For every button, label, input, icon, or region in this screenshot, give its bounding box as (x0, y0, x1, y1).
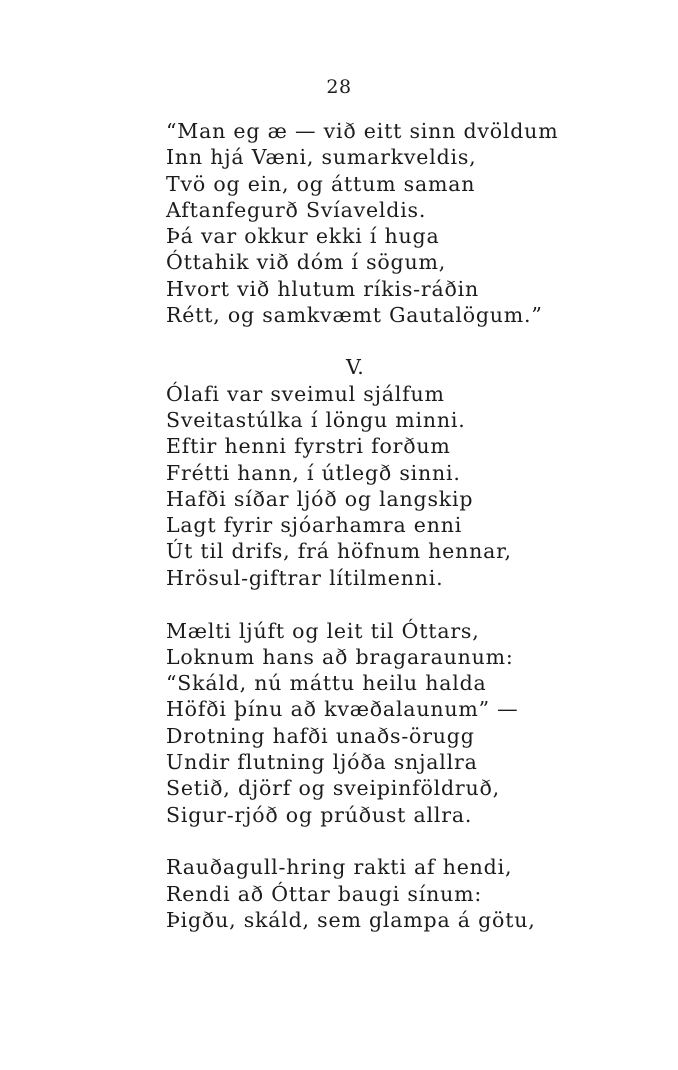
poem-line: Út til drifs, frá höfnum hennar, (166, 539, 512, 564)
poem-line: Frétti hann, í útlegð sinni. (166, 460, 461, 485)
poem-line: Hafði síðar ljóð og langskip (166, 486, 474, 511)
poem-line: Rauðagull-hring rakti af hendi, (166, 855, 513, 880)
poem-text (166, 118, 646, 933)
poem-line: “Man eg æ — við eitt sinn dvöldum (166, 119, 559, 143)
poem-line: Inn hjá Væni, sumarkveldis, (166, 145, 477, 170)
section-heading: V. (346, 355, 364, 380)
poem-line: Rendi að Óttar baugi sínum: (166, 881, 483, 906)
poem-line: Tvö og ein, og áttum saman (166, 171, 476, 196)
poem-line: Þá var okkur ekki í huga (166, 224, 440, 249)
poem-line: Höfði þínu að kvæðalaunum” — (166, 697, 519, 722)
poem-line: Sveitastúlka í löngu minni. (166, 407, 466, 432)
poem-line: Óttahik við dóm í sögum, (166, 250, 447, 275)
poem-line: Undir flutning ljóða snjallra (166, 750, 478, 775)
stanza-2 (166, 381, 646, 591)
poem-line: Hvort við hlutum ríkis-ráðin (166, 276, 480, 301)
page-number: 28 (326, 76, 352, 98)
poem-line: Rétt, og samkvæmt Gautalögum.” (166, 303, 543, 328)
stanza-3 (166, 618, 646, 828)
stanza-1 (166, 118, 646, 328)
poem-line: Þigðu, skáld, sem glampa á götu, (166, 908, 536, 933)
stanza-4 (166, 854, 646, 933)
poem-line: “Skáld, nú máttu heilu halda (166, 671, 487, 696)
poem-line: Hrösul-giftrar lítilmenni. (166, 565, 444, 590)
poem-line: Eftir henni fyrstri forðum (166, 434, 451, 459)
poem-line: Lagt fyrir sjóarhamra enni (166, 513, 463, 538)
poem-line: Mælti ljúft og leit til Óttars, (166, 618, 480, 643)
poem-line: Setið, djörf og sveipinföldruð, (166, 776, 500, 801)
poem-line: Sigur-rjóð og prúðust allra. (166, 802, 473, 827)
poem-line: Ólafi var sveimul sjálfum (166, 381, 445, 406)
poem-line: Loknum hans að bragaraunum: (166, 644, 514, 669)
poem-line: Drotning hafði unaðs-örugg (166, 723, 475, 748)
poem-line: Aftanfegurð Svíaveldis. (166, 197, 427, 222)
